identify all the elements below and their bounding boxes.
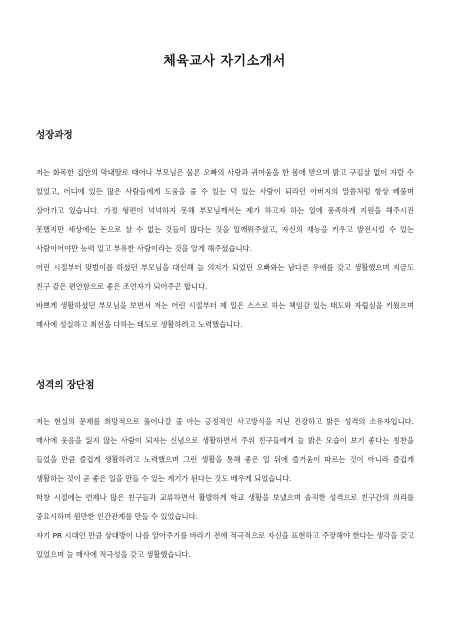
paragraph: 자기 PR 시대인 만큼 상대방이 나를 알아주기를 바라기 전에 적극적으로 자신을 표현하고 주장해야 한다는 생각을 갖고 있었으며 늘 매사에 적극성을 갖고 생활했습니다. (36, 531, 414, 559)
paragraph: 저는 현실의 문제를 희망적으로 풀어나갈 줄 아는 긍정적인 사고방식을 지닌 건강하고 밝은 성격의 소유자입니다. 매사에 웃음을 잃지 않는 사람이 되자는 신념으로 생활하면서 주위 친구들에게 늘 밝은 모습이 보기 좋다는 칭찬을 들었을 만큼 즐겁게 생활하려고 노력했으며 그런 생활을 통해 좋은 일 뒤에 즐거움이 따르는 것이 아니라 즐겁게 생활하는 것이 곧 좋은 일을 만들 수 있는 계기가 된다는 것도 배우게 되었습니다. (36, 417, 414, 483)
paragraph: 학창 시절에는 언제나 많은 친구들과 교류하면서 활발하게 학교 생활을 보냈으며 솔직한 성격으로 친구간의 의리를 중요시하며 원만한 인간관계를 만들 수 있었습니다. (36, 493, 414, 521)
section-body-growth (36, 163, 414, 334)
paragraph: 저는 화목한 집안의 막내딸로 태어나 부모님은 물론 오빠의 사랑과 귀여움을 한 몸에 받으며 밝고 구김살 없이 자랄 수 있었고, 어디에 있든 많은 사람들에게 도움을 줄 수 있는 덕 있는 사람이 되라던 아버지의 말씀처럼 항상 베풀며 살아가고 있습니다. 가정 형편이 넉넉하지 못해 부모님께서는 제가 하고자 하는 일에 풍족하게 지원을 해주시진 못했지만 세상에는 돈으로 살 수 없는 것들이 많다는 것을 일깨워주셨고, 자신의 재능을 키우고 발전시킬 수 있는 사람이어야만 능력 있고 부유한 사람이라는 것을 알게 해주셨습니다. (36, 168, 414, 253)
section-heading-growth: 성장과정 (36, 130, 73, 141)
paragraph: 어린 시절부터 맞벌이를 하셨던 부모님을 대신해 늘 의지가 되었던 오빠와는 남다른 우애를 갖고 생활했으며 지금도 친구 같은 편안함으로 좋은 조언자가 되어주곤 합니다. (36, 263, 414, 291)
paragraph: 바쁘게 생활하셨던 부모님을 보면서 저는 어린 시절부터 제 일은 스스로 하는 책임감 있는 태도와 자립심을 키웠으며 매사에 성실하고 최선을 다하는 태도로 생활하려고 노력했습니다. (36, 301, 414, 329)
document-title: 체육교사 자기소개서 (163, 54, 286, 69)
section-heading-personality: 성격의 장단점 (36, 380, 95, 391)
section-body-personality (36, 412, 414, 564)
